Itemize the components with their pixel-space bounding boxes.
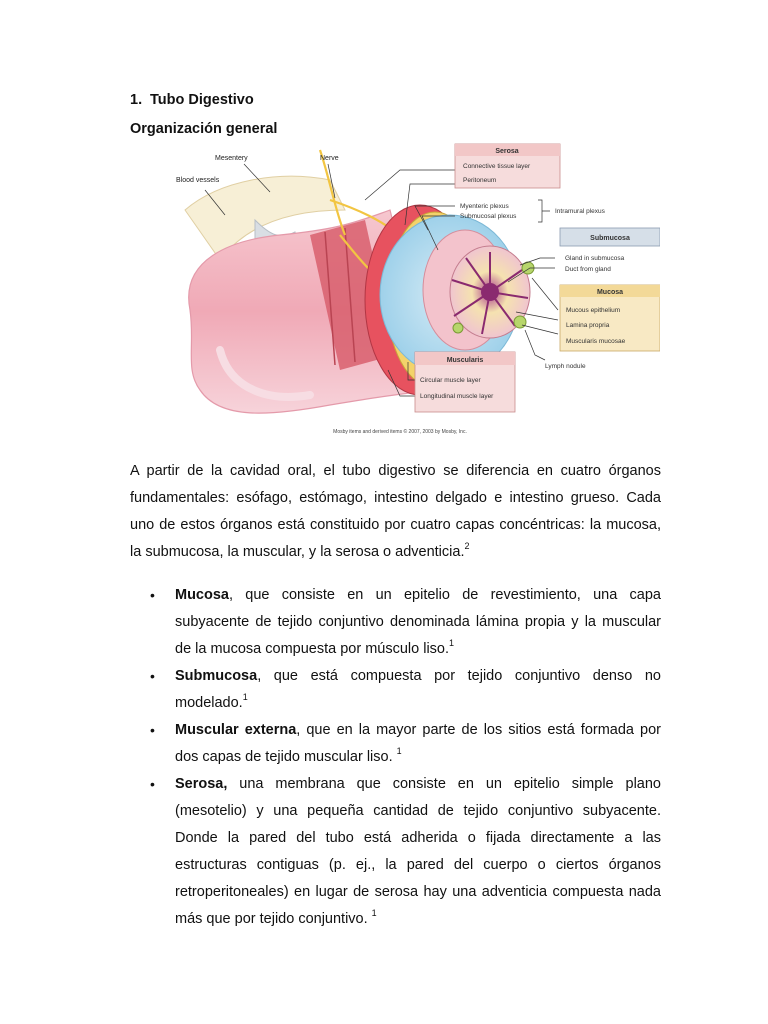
label-submucosal-plexus: Submucosal plexus — [460, 213, 517, 220]
label-intramural-plexus: Intramural plexus — [555, 208, 605, 215]
bullet-icon: • — [150, 776, 155, 792]
box-mucosa-item: Muscularis mucosae — [566, 338, 626, 345]
box-muscularis-title: Muscularis — [446, 357, 484, 364]
term-description: , que está compuesta por tejido conjuntivo denso no modelado. — [175, 668, 661, 711]
box-submucosa-title: Submucosa — [590, 235, 630, 242]
term: Serosa, — [175, 776, 228, 792]
box-muscularis-item: Longitudinal muscle layer — [420, 393, 494, 400]
label-blood-vessels: Blood vessels — [176, 177, 220, 184]
term: Submucosa — [175, 668, 258, 684]
list-item — [130, 582, 661, 663]
list-item — [130, 771, 661, 933]
box-submucosa-item: Duct from gland — [565, 266, 611, 273]
box-serosa-item: Peritoneum — [463, 177, 497, 184]
figure-credit: Mosby items and derived items © 2007, 2003 by Mosby, Inc. — [333, 429, 467, 435]
intro-text: A partir de la cavidad oral, el tubo digestivo se diferencia en cuatro órganos fundamentales: esófago, estómago, intestino delgado e intestino grueso. Cada uno de estos órganos está constituido por cuatro capas concéntricas: la mucosa, la submucosa, la muscular, y la serosa o adventicia. — [130, 463, 661, 560]
term: Muscular externa — [175, 722, 297, 738]
reference-mark: 1 — [449, 638, 455, 648]
bullet-icon: • — [150, 722, 155, 738]
digestive-wall-diagram — [160, 140, 660, 436]
box-serosa-item: Connective tissue layer — [463, 163, 531, 170]
digestive-tube-figure — [160, 140, 660, 436]
reference-mark: 2 — [464, 541, 470, 551]
label-nerve: Nerve — [320, 155, 339, 162]
box-mucosa-title: Mucosa — [596, 289, 624, 296]
box-mucosa-item: Lamina propria — [566, 322, 610, 329]
box-muscularis-item: Circular muscle layer — [420, 377, 481, 384]
reference-mark: 1 — [242, 692, 248, 702]
box-serosa-title: Serosa — [495, 148, 519, 155]
bullet-icon: • — [150, 587, 155, 603]
term: Mucosa — [175, 587, 229, 603]
term-description: una membrana que consiste en un epitelio simple plano (mesotelio) y una pequeña cantidad de tejido conjuntivo subyacente. Donde la pared del tubo está adherida o fijada directamente a las estructuras contiguas (p. ej., la pared del cuerpo o ciertos órganos retroperitoneales) en lugar de serosa hay una adventicia compuesta nada más que por tejido conjuntivo. — [175, 776, 661, 927]
label-mesentery: Mesentery — [215, 155, 248, 162]
list-item — [130, 717, 661, 771]
box-mucosa-item: Mucous epithelium — [566, 307, 621, 314]
label-myenteric-plexus: Myenteric plexus — [460, 203, 509, 210]
subsection-heading: Organización general — [130, 121, 278, 137]
layer-list — [130, 582, 661, 933]
label-lymph-nodule: Lymph nodule — [545, 363, 586, 370]
section-title: Tubo Digestivo — [150, 92, 254, 108]
section-number: 1. — [130, 92, 143, 108]
intro-paragraph — [130, 458, 661, 566]
bullet-icon: • — [150, 668, 155, 684]
reference-mark: 1 — [371, 908, 377, 918]
reference-mark: 1 — [396, 746, 402, 756]
box-submucosa-item: Gland in submucosa — [565, 255, 625, 262]
list-item — [130, 663, 661, 717]
term-description: , que consiste en un epitelio de revestimiento, una capa subyacente de tejido conjuntivo denominada lámina propia y la muscular de la mucosa compuesta por músculo liso. — [175, 587, 661, 657]
term-description: , que en la mayor parte de los sitios está formada por dos capas de tejido muscular liso. — [175, 722, 661, 765]
section-heading — [130, 92, 254, 108]
